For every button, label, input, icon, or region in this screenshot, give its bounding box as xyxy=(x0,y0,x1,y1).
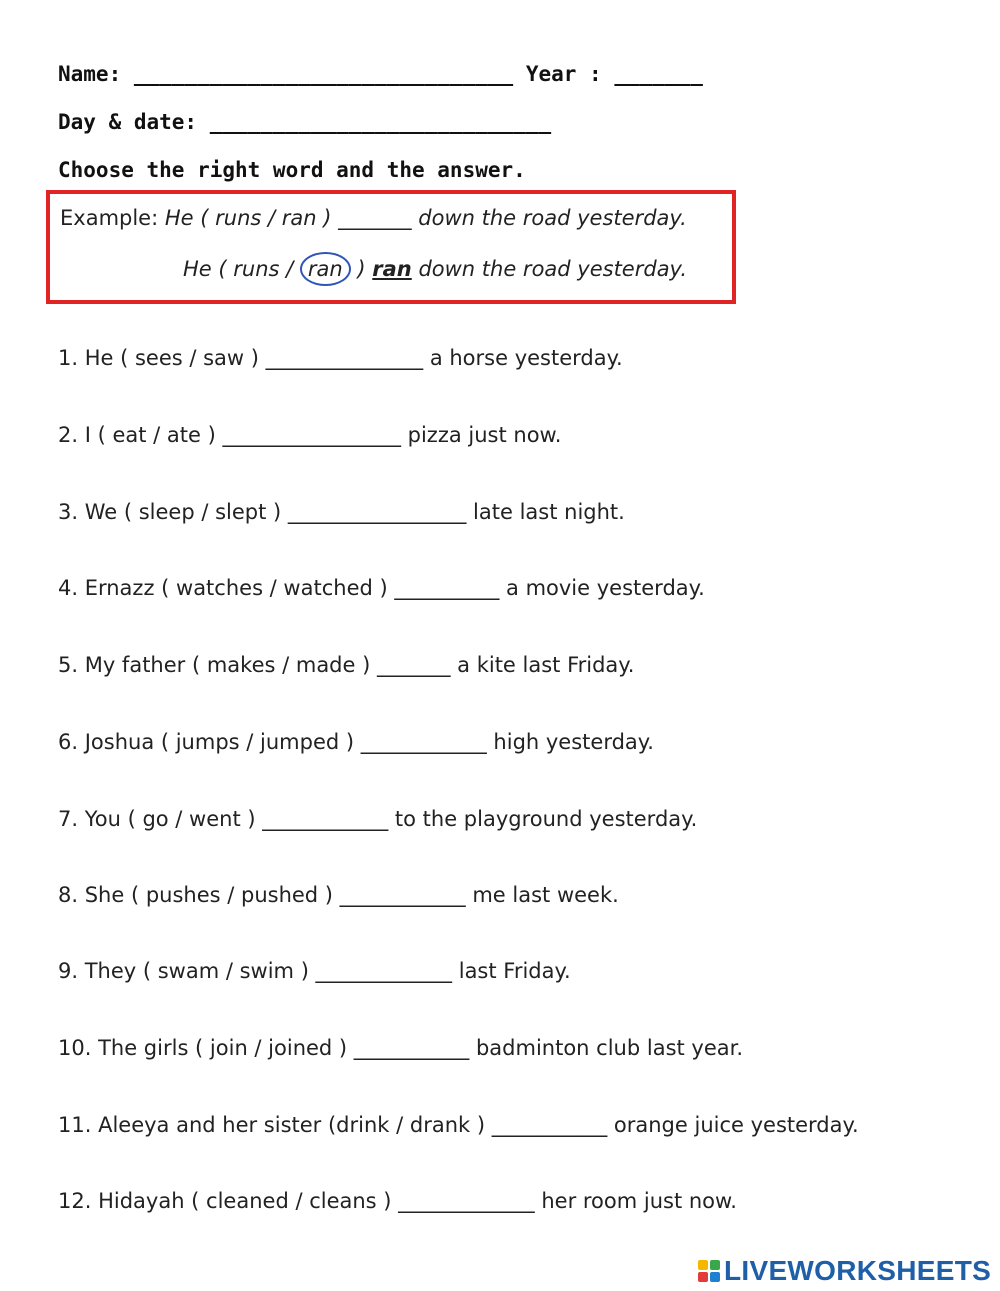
example-sentence-end: down the road yesterday. xyxy=(418,257,688,281)
example-line-2 xyxy=(183,252,687,286)
example-line-1 xyxy=(60,206,687,230)
date-label: Day & date: xyxy=(58,110,198,134)
liveworksheets-logo xyxy=(698,1255,991,1287)
example-label: Example: xyxy=(60,206,159,230)
example-choice-close: ) xyxy=(357,257,366,281)
question-11[interactable]: 11. Aleeya and her sister (drink / drank ) ___________ orange juice yesterday. xyxy=(58,1113,859,1137)
name-row xyxy=(58,62,703,86)
logo-blocks-icon xyxy=(698,1260,720,1282)
date-row xyxy=(58,110,551,134)
example-choice-prefix: He ( runs / xyxy=(183,257,294,281)
question-2[interactable]: 2. I ( eat / ate ) _________________ pizza just now. xyxy=(58,423,562,447)
example-box xyxy=(46,190,736,304)
example-sentence: He ( runs / ran ) _______ down the road yesterday. xyxy=(164,206,687,230)
question-12[interactable]: 12. Hidayah ( cleaned / cleans ) _____________ her room just now. xyxy=(58,1189,737,1213)
example-answer: ran xyxy=(372,257,412,281)
question-6[interactable]: 6. Joshua ( jumps / jumped ) ____________ high yesterday. xyxy=(58,730,654,754)
question-4[interactable]: 4. Ernazz ( watches / watched ) __________ a movie yesterday. xyxy=(58,576,705,600)
logo-text: LIVEWORKSHEETS xyxy=(724,1255,992,1286)
instruction: Choose the right word and the answer. xyxy=(58,158,526,182)
question-8[interactable]: 8. She ( pushes / pushed ) ____________ me last week. xyxy=(58,883,619,907)
name-label: Name: xyxy=(58,62,122,86)
question-7[interactable]: 7. You ( go / went ) ____________ to the playground yesterday. xyxy=(58,807,698,831)
question-3[interactable]: 3. We ( sleep / slept ) _________________ late last night. xyxy=(58,500,625,524)
name-field[interactable]: ______________________________ xyxy=(133,62,514,86)
question-9[interactable]: 9. They ( swam / swim ) _____________ last Friday. xyxy=(58,959,571,983)
date-field[interactable]: ___________________________ xyxy=(209,110,552,134)
year-field[interactable]: _______ xyxy=(614,62,703,86)
question-10[interactable]: 10. The girls ( join / joined ) ___________ badminton club last year. xyxy=(58,1036,744,1060)
example-circled-word: ran xyxy=(300,252,351,286)
question-1[interactable]: 1. He ( sees / saw ) _______________ a horse yesterday. xyxy=(58,346,623,370)
question-5[interactable]: 5. My father ( makes / made ) _______ a kite last Friday. xyxy=(58,653,635,677)
year-label: Year : xyxy=(525,62,602,86)
